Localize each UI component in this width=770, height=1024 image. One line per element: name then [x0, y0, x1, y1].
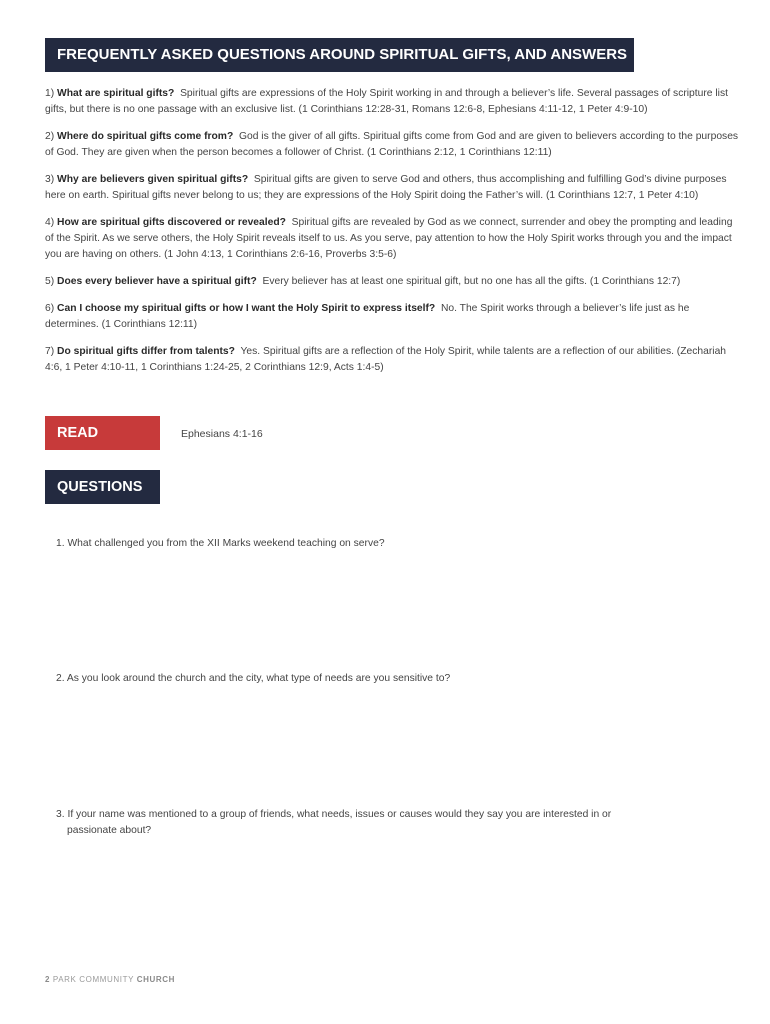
faq-answer: Spiritual gifts are revealed by God as we connect, surrender and obey the prompting and leading of the Spirit. As we serve others, the Holy Spirit reveals itself to us. As you serve, pay attention to how the Holy Spirit works through you and the impact you are having on others. (1 John 4:13, 1 Corinthians 2:6-16, Proverbs 3:5-6)	[45, 217, 733, 260]
question-number: 2.	[56, 673, 65, 684]
read-label: READ	[57, 425, 99, 441]
faq-answer: Yes. Spiritual gifts are a reflection of the Holy Spirit, while talents are a reflection of our abilities. (Zechariah 4:6, 1 Peter 4:10-11, 1 Corinthians 1:24-25, 2 Corinthians 12:9, Acts 1:4-5)	[45, 346, 727, 373]
question-number: 3.	[56, 809, 65, 820]
read-reference: Ephesians 4:1-16	[181, 428, 263, 440]
faq-item: 2) Where do spiritual gifts come from? God is the giver of all gifts. Spiritual gifts come from God and are given to believers according to the purposes of God. They are given when the person becomes a follower of Christ. (1 Corinthians 2:12, 1 Corinthians 12:11)	[45, 131, 739, 158]
footer-org-bold: CHURCH	[136, 975, 175, 984]
page-number: 2	[45, 975, 51, 984]
faq-question: Where do spiritual gifts come from?	[57, 131, 234, 142]
faq-question: How are spiritual gifts discovered or revealed?	[57, 217, 286, 228]
question-number: 1.	[56, 538, 65, 549]
question-text: If your name was mentioned to a group of friends, what needs, issues or causes would they say you are interested in or	[67, 809, 612, 820]
faq-question: Can I choose my spiritual gifts or how I want the Holy Spirit to express itself?	[57, 303, 436, 314]
footer-org: PARK COMMUNITY	[52, 975, 134, 984]
questions-label-box	[45, 470, 160, 504]
faq-answer: God is the giver of all gifts. Spiritual gifts come from God and are given to believers according to the purposes of God. They are given when the person becomes a follower of Christ. (1 Corinthians 2:12, 1 Corinthians 12:11)	[45, 131, 739, 158]
section-title-banner	[45, 38, 634, 72]
faq-question: Why are believers given spiritual gifts?	[57, 174, 249, 185]
read-label-box	[45, 416, 160, 450]
faq-item: 3) Why are believers given spiritual gifts? Spiritual gifts are given to serve God and others, thus accomplishing and fulfilling God’s divine purposes here on earth. Spiritual gifts never belong to us; they are expressions of the Holy Spirit doing the Father’s will. (1 Corinthians 12:7, 1 Peter 4:10)	[45, 174, 727, 201]
faq-answer: Spiritual gifts are given to serve God and others, thus accomplishing and fulfilling God’s divine purposes here on earth. Spiritual gifts never belong to us; they are expressions of the Holy Spirit doing the Father’s will. (1 Corinthians 12:7, 1 Peter 4:10)	[45, 174, 727, 201]
faq-question: Do spiritual gifts differ from talents?	[57, 346, 235, 357]
faq-question: Does every believer have a spiritual gift?	[57, 276, 257, 287]
page-footer	[45, 975, 175, 984]
questions-label: QUESTIONS	[57, 479, 143, 495]
faq-item: 5) Does every believer have a spiritual gift? Every believer has at least one spiritual gift, but no one has all the gifts. (1 Corinthians 12:7)	[45, 276, 681, 287]
faq-item: 1) What are spiritual gifts? Spiritual gifts are expressions of the Holy Spirit working in and through a believer’s life. Several passages of scripture list gifts, but there is no one passage with an exclusive list. (1 Corinthians 12:28-31, Romans 12:6-8, Ephesians 4:11-12, 1 Peter 4:9-10)	[45, 88, 728, 115]
faq-item: 7) Do spiritual gifts differ from talents? Yes. Spiritual gifts are a reflection of the Holy Spirit, while talents are a reflection of our abilities. (Zechariah 4:6, 1 Peter 4:10-11, 1 Corinthians 1:24-25, 2 Corinthians 12:9, Acts 1:4-5)	[45, 346, 727, 373]
question-text: As you look around the church and the city, what type of needs are you sensitive to?	[66, 673, 451, 684]
faq-item: 6) Can I choose my spiritual gifts or how I want the Holy Spirit to express itself? No. The Spirit works through a believer’s life just as he determines. (1 Corinthians 12:11)	[45, 303, 690, 330]
question-item	[56, 536, 676, 552]
faq-answer: Every believer has at least one spiritual gift, but no one has all the gifts. (1 Corinthians 12:7)	[262, 276, 681, 287]
question-text-continued: passionate about?	[67, 825, 152, 836]
question-text: What challenged you from the XII Marks weekend teaching on serve?	[67, 538, 385, 549]
faq-answer: No. The Spirit works through a believer’s life just as he determines. (1 Corinthians 12:11)	[45, 303, 690, 330]
faq-item: 4) How are spiritual gifts discovered or revealed? Spiritual gifts are revealed by God as we connect, surrender and obey the prompting and leading of the Spirit. As we serve others, the Holy Spirit reveals itself to us. As you serve, pay attention to how the Holy Spirit works through you and the impact you are having on others. (1 John 4:13, 1 Corinthians 2:6-16, Proverbs 3:5-6)	[45, 217, 733, 260]
question-item	[56, 807, 676, 839]
faq-list	[45, 86, 740, 387]
question-item	[56, 671, 676, 687]
section-title: FREQUENTLY ASKED QUESTIONS AROUND SPIRITUAL GIFTS, AND ANSWERS	[57, 46, 628, 63]
faq-question: What are spiritual gifts?	[57, 88, 175, 99]
faq-answer: Spiritual gifts are expressions of the Holy Spirit working in and through a believer’s life. Several passages of scripture list gifts, but there is no one passage with an exclusive list. (1 Corinthians 12:28-31, Romans 12:6-8, Ephesians 4:11-12, 1 Peter 4:9-10)	[45, 88, 728, 115]
